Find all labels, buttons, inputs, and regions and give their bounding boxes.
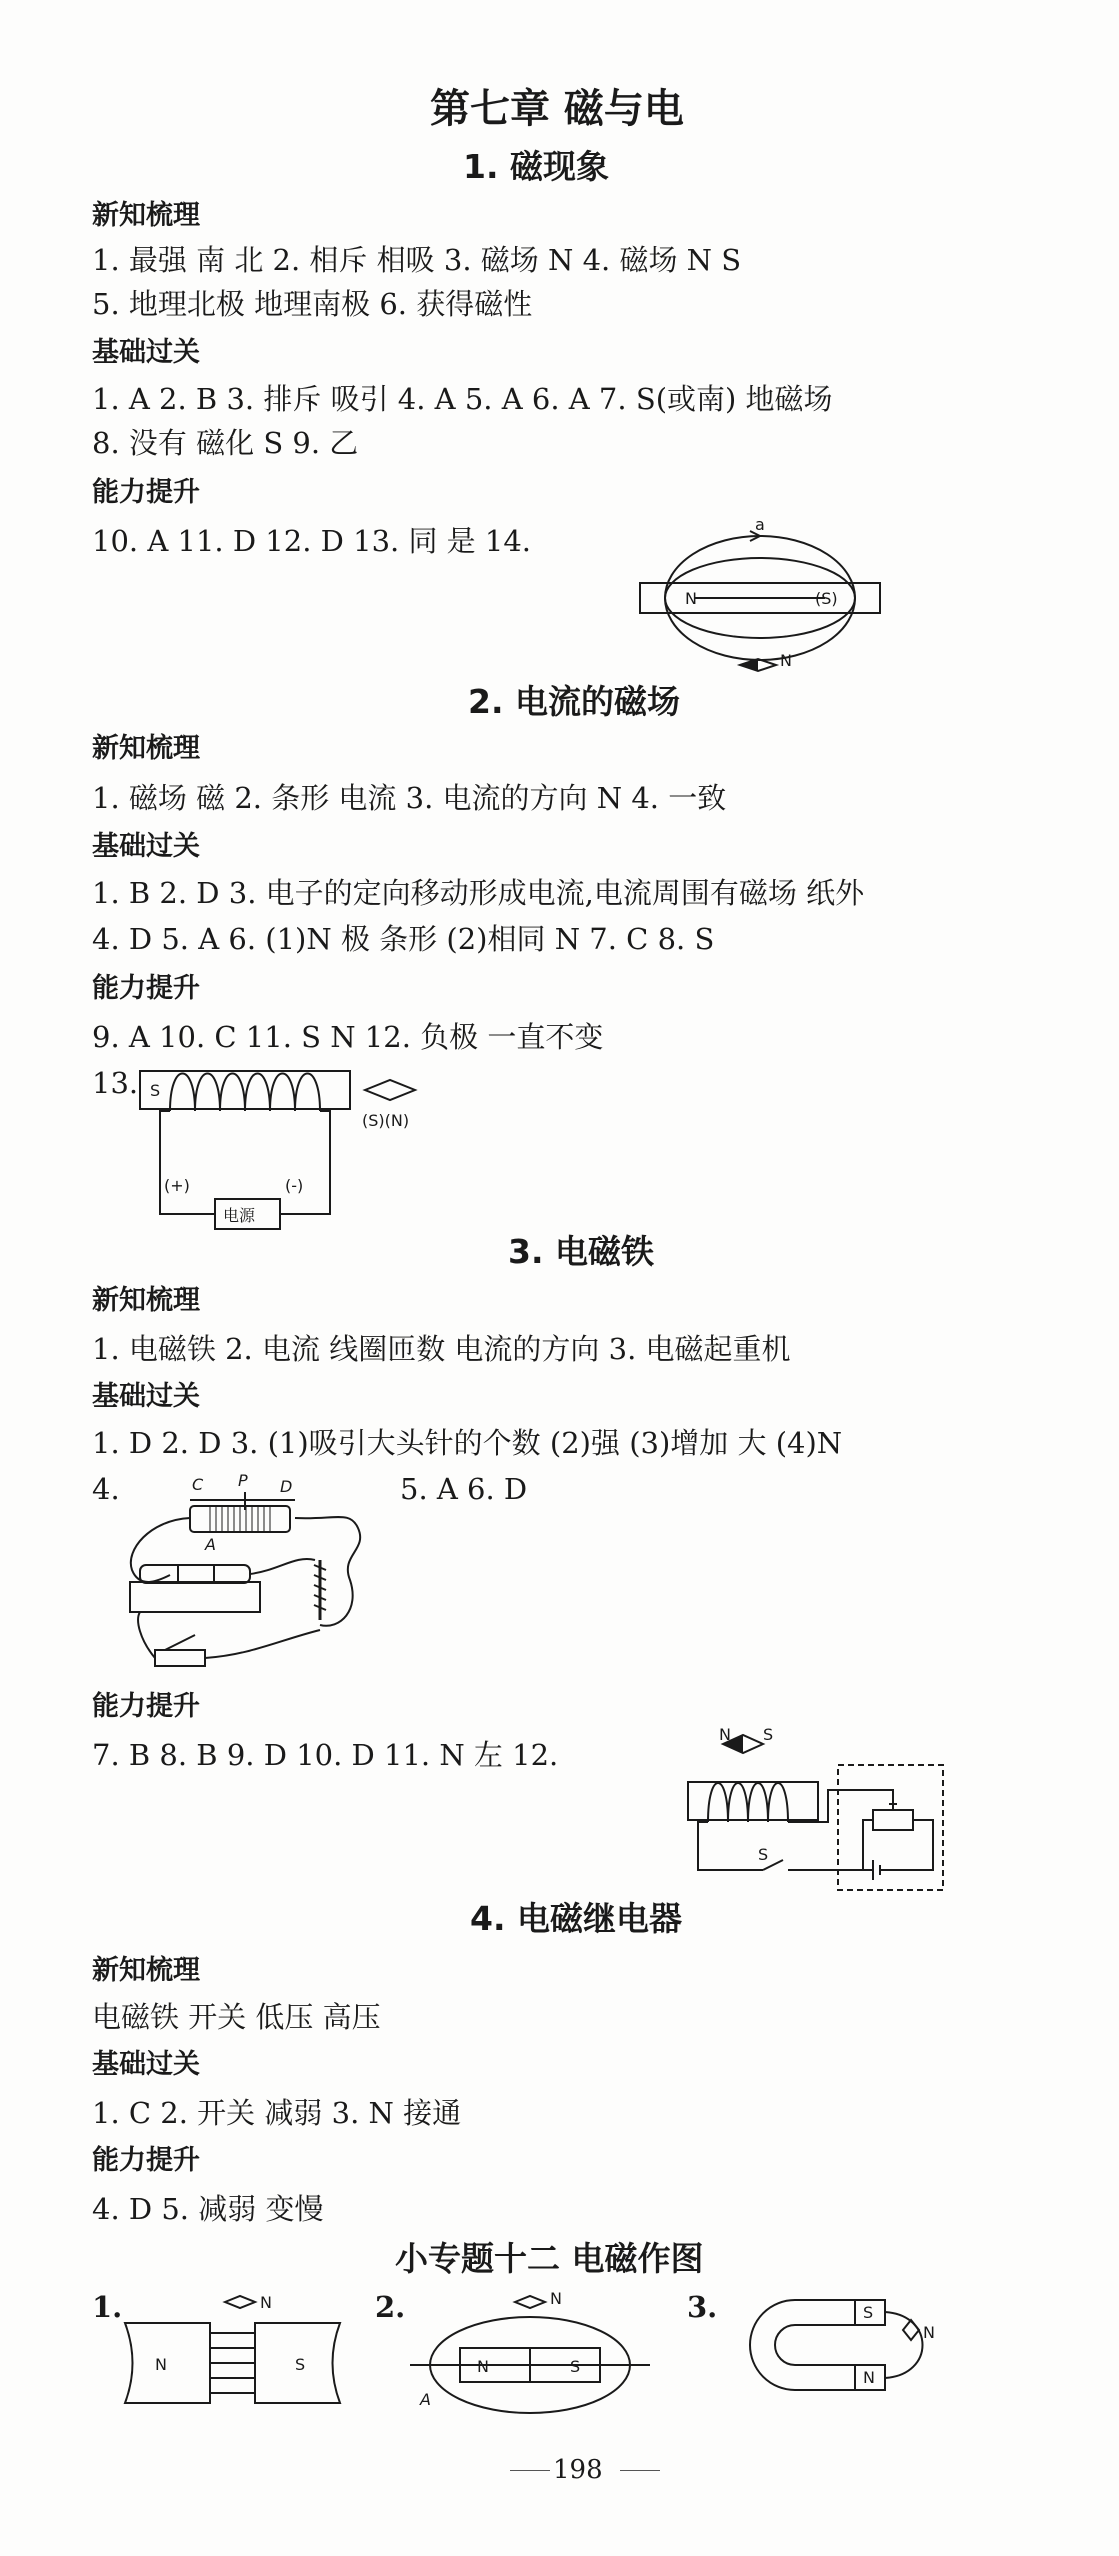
- section-title: 2. 电流的磁场: [468, 682, 680, 721]
- block-heading: 能力提升: [92, 1691, 200, 1722]
- figure-number: 2.: [375, 2290, 406, 2324]
- answer-line: 1. A 2. B 3. 排斥 吸引 4. A 5. A 6. A 7. S(或南) 地磁场: [92, 382, 833, 416]
- fig-label: N: [685, 589, 697, 608]
- fig-label: (S): [815, 589, 838, 608]
- figure-number: 1.: [92, 2290, 123, 2324]
- page-number-rule-left: [510, 2470, 550, 2471]
- fig-label: 电源: [223, 1206, 256, 1225]
- section-title: 4. 电磁继电器: [470, 1899, 682, 1938]
- fig-label: S: [150, 1081, 161, 1100]
- block-heading: 新知梳理: [92, 200, 200, 231]
- answer-line: 13.: [92, 1066, 139, 1100]
- fig-label: N: [260, 2293, 272, 2312]
- fig-label: A: [205, 1535, 216, 1554]
- answer-line: 8. 没有 磁化 S 9. 乙: [92, 426, 359, 460]
- fig-label: C: [192, 1475, 204, 1494]
- answer-line: 5. 地理北极 地理南极 6. 获得磁性: [92, 287, 533, 321]
- special-figure-1-magnetic-field: [115, 2288, 350, 2418]
- figure-number: 3.: [687, 2290, 718, 2324]
- fig-label: N: [477, 2357, 489, 2376]
- block-heading: 新知梳理: [92, 733, 200, 764]
- answer-line: 电磁铁 开关 低压 高压: [92, 2000, 381, 2034]
- figure-4-electromagnet-circuit: [120, 1470, 395, 1680]
- block-heading: 新知梳理: [92, 1955, 200, 1986]
- block-heading: 能力提升: [92, 973, 200, 1004]
- fig-label: N: [719, 1725, 731, 1744]
- block-heading: 能力提升: [92, 477, 200, 508]
- answer-line: 1. 磁场 磁 2. 条形 电流 3. 电流的方向 N 4. 一致: [92, 781, 727, 815]
- fig-label: a: [755, 515, 765, 534]
- answer-line: 7. B 8. B 9. D 10. D 11. N 左 12.: [92, 1738, 559, 1772]
- answer-line: 1. 最强 南 北 2. 相斥 相吸 3. 磁场 N 4. 磁场 N S: [92, 243, 742, 277]
- answer-line: 1. 电磁铁 2. 电流 线圈匝数 电流的方向 3. 电磁起重机: [92, 1332, 791, 1366]
- chapter-title: 第七章 磁与电: [430, 85, 684, 132]
- block-heading: 基础过关: [92, 2049, 200, 2080]
- section-title: 1. 磁现象: [463, 147, 609, 186]
- answer-line: 4.: [92, 1472, 120, 1506]
- answer-line: 1. B 2. D 3. 电子的定向移动形成电流,电流周围有磁场 纸外: [92, 876, 865, 910]
- answer-line: 1. D 2. D 3. (1)吸引大头针的个数 (2)强 (3)增加 大 (4)N: [92, 1426, 843, 1460]
- fig-label: N: [923, 2323, 935, 2342]
- block-heading: 新知梳理: [92, 1285, 200, 1316]
- figure-12-electromagnet-circuit: [683, 1725, 948, 1895]
- block-heading: 基础过关: [92, 1381, 200, 1412]
- fig-label: S: [295, 2355, 306, 2374]
- figure-14-magnet-field: [640, 515, 880, 670]
- block-heading: 基础过关: [92, 831, 200, 862]
- fig-label: N: [780, 651, 792, 670]
- page-number-rule-right: [620, 2470, 660, 2471]
- fig-label: N: [863, 2368, 875, 2387]
- fig-label: (S)(N): [362, 1111, 410, 1130]
- section-title: 3. 电磁铁: [508, 1232, 654, 1271]
- special-figure-2-bar-magnet-field: [410, 2290, 650, 2415]
- figure-13-solenoid: [140, 1066, 460, 1231]
- answer-line: 5. A 6. D: [400, 1472, 528, 1506]
- fig-label: S: [570, 2357, 581, 2376]
- special-figure-3-horseshoe-magnet: [715, 2290, 955, 2410]
- fig-label: N: [155, 2355, 167, 2374]
- block-heading: 能力提升: [92, 2145, 200, 2176]
- fig-label: S: [763, 1725, 774, 1744]
- fig-label: S: [758, 1845, 769, 1864]
- fig-label: A: [420, 2390, 431, 2409]
- answer-line: 4. D 5. A 6. (1)N 极 条形 (2)相同 N 7. C 8. S: [92, 922, 715, 956]
- fig-label: (+): [164, 1176, 190, 1195]
- fig-label: D: [280, 1477, 293, 1496]
- answer-line: 1. C 2. 开关 减弱 3. N 接通: [92, 2096, 462, 2130]
- answer-line: 10. A 11. D 12. D 13. 同 是 14.: [92, 524, 532, 558]
- fig-label: P: [238, 1471, 248, 1490]
- fig-label: (-): [285, 1176, 304, 1195]
- fig-label: N: [550, 2289, 562, 2308]
- page-number: 198: [553, 2455, 603, 2485]
- answer-line: 9. A 10. C 11. S N 12. 负极 一直不变: [92, 1020, 604, 1054]
- special-topic-title: 小专题十二 电磁作图: [395, 2239, 704, 2278]
- fig-label: S: [863, 2303, 874, 2322]
- answer-line: 4. D 5. 减弱 变慢: [92, 2192, 324, 2226]
- block-heading: 基础过关: [92, 337, 200, 368]
